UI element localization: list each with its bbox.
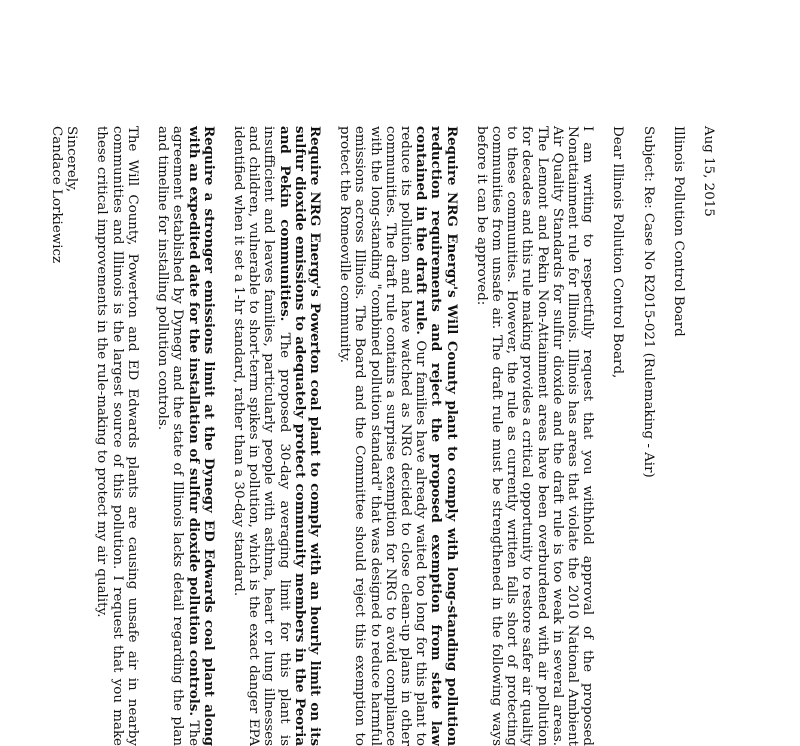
letter-date: Aug 15, 2015 xyxy=(701,126,716,217)
letter-point-3 xyxy=(155,126,216,746)
letter-point-2 xyxy=(231,126,322,746)
point-1-body: Our families have already waited too long for this plant to reduce its pollution and have watched as NRG decided to close clean-up plans in other communities. The draft rule contains a surprise exemption for NRG to avoid compliance with the long-standing "combined pollution standard" that was designed to reduce harmful emissions across Illinois. The Board and the Committee should reject this exemption to protect the Romeoville community. xyxy=(337,126,429,746)
letter-salutation: Dear Illinois Pollution Control Board, xyxy=(610,126,626,379)
letter-intro: I am writing to respectfully request that you withhold approval of the proposed Nonattainment rule for Illinois. Illinois has areas that violate the 2010 National Ambient Air Quality Standards for sulfur dioxide and the draft rule is too weak in several areas. The Lemont and Pekin Non-Attainment areas have been overburdened with air pollution for decades and this rule making provides a critical opportunity to restore safer air quality to these communities. However, the rule as currently written falls short of protecting communities from unsafe air. The draft rule must be strengthened in the following ways before it can be approved: xyxy=(473,126,596,746)
letter-recipient: Illinois Pollution Control Board xyxy=(670,126,686,337)
point-2-body: The proposed 30-day averaging limit for this plant is insufficient and leaves families, particularly people with asthma, heart or lung illnesses and children, vulnerable to short-term spikes in pollution, which is the exact danger EPA identified when it set a 1-hr standard, rather than a 30-day standard. xyxy=(230,126,292,746)
letter-body xyxy=(49,126,716,746)
letter-signature-name: Candace Lorkiewicz xyxy=(49,126,65,264)
letter-subject: Subject: Re: Case No R2015-021 (Rulemaking - Air) xyxy=(640,126,656,478)
point-3-heading: Require a stronger emissions limit at the Dynegy ED Edwards coal plant along with an expedited date for the installation of sulfur dioxide pollution controls. xyxy=(185,126,217,746)
point-1-heading: Require NRG Energy's Will County plant to comply with long-standing pollution reduction requirements and reject the proposed exemption from state law contained in the draft rule. xyxy=(413,126,460,746)
letter-signoff: Sincerely, xyxy=(64,126,80,193)
letter-closing: The Will County, Powerton and ED Edwards plants are causing unsafe air in nearby communities and Illinois is the largest source of this pollution. I request that you make these critical improvements in the rule-making to protect my air quality. xyxy=(94,126,140,746)
point-3-body: The agreement established by Dynegy and the state of Illinois lacks detail regarding the plan and timeline for installing pollution controls. xyxy=(155,126,201,746)
letter-point-1 xyxy=(337,126,459,746)
point-2-heading: Require NRG Energy's Powerton coal plant to comply with an hourly limit on its sulfur dioxide emissions to adequately protect community members in the Peoria and Pekin communities. xyxy=(276,126,323,746)
